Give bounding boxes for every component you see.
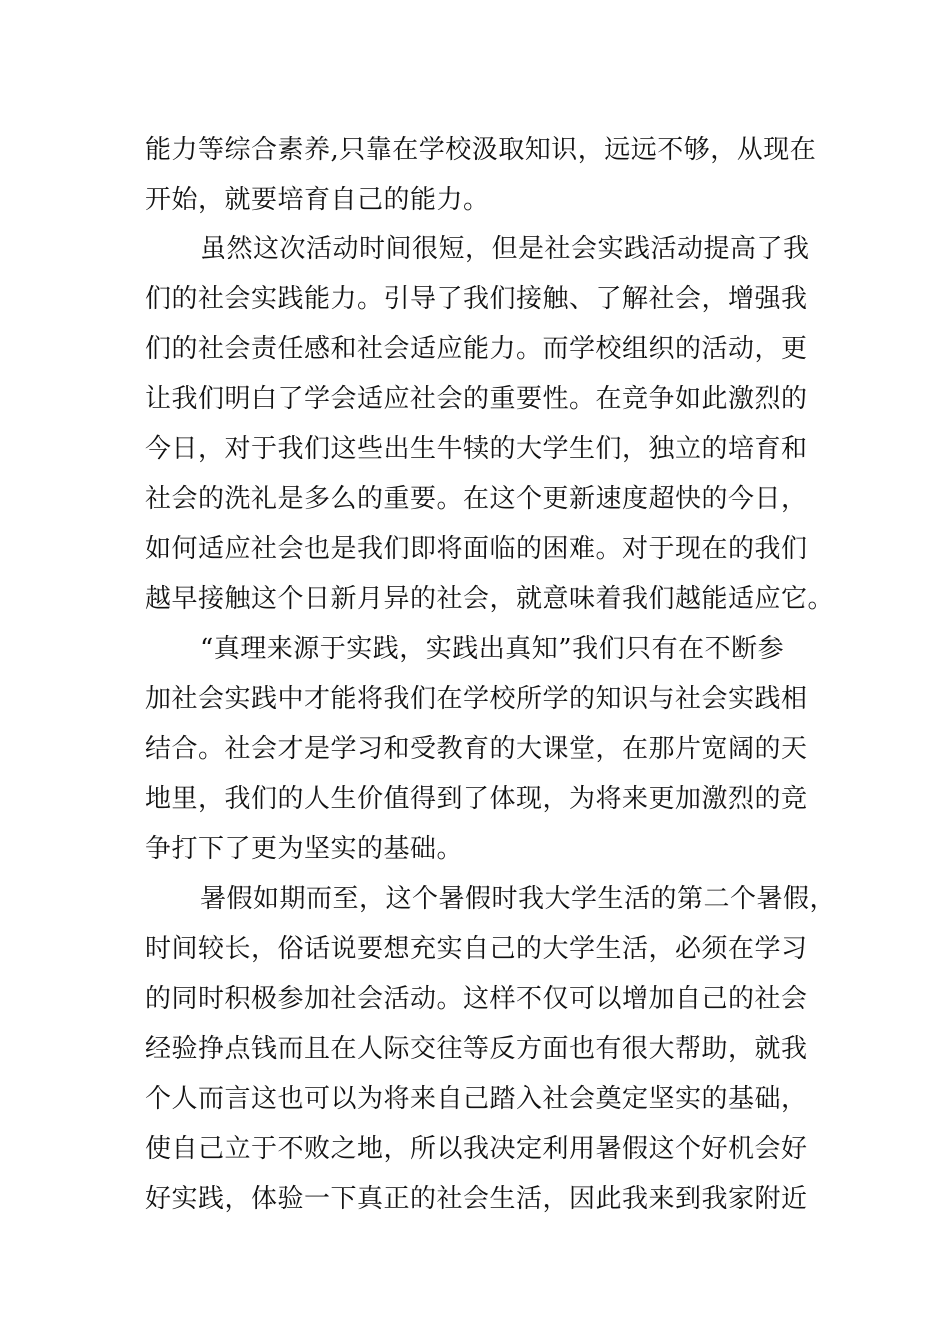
text-line: 加社会实践中才能将我们在学校所学的知识与社会实践相 [145, 684, 808, 714]
text-line: 好实践，体验一下真正的社会生活，因此我来到我家附近 [145, 1184, 808, 1214]
text-line: 社会的洗礼是多么的重要。在这个更新速度超快的今日， [145, 484, 808, 514]
text-line: 使自己立于不败之地，所以我决定利用暑假这个好机会好 [145, 1134, 808, 1164]
text-line: 个人而言这也可以为将来自己踏入社会奠定坚实的基础， [145, 1084, 808, 1114]
text-line: 今日，对于我们这些出生牛犊的大学生们，独立的培育和 [145, 434, 808, 464]
paragraph-start-line: 暑假如期而至，这个暑假时我大学生活的第二个暑假， [200, 884, 837, 914]
text-line: 争打下了更为坚实的基础。 [145, 834, 464, 864]
paragraph-start-line: “真理来源于实践，实践出真知”我们只有在不断参 [200, 634, 785, 664]
paragraph-start-line: 虽然这次活动时间很短，但是社会实践活动提高了我 [200, 234, 810, 264]
text-line: 如何适应社会也是我们即将面临的困难。对于现在的我们 [145, 534, 808, 564]
text-line: 们的社会实践能力。引导了我们接触、了解社会，增强我 [145, 284, 808, 314]
text-line: 越早接触这个日新月异的社会，就意味着我们越能适应它。 [145, 584, 835, 614]
text-line: 开始，就要培育自己的能力。 [145, 185, 490, 215]
text-line: 地里，我们的人生价值得到了体现，为将来更加激烈的竞 [145, 784, 808, 814]
text-line: 经验挣点钱而且在人际交往等反方面也有很大帮助，就我 [145, 1034, 808, 1064]
text-line: 们的社会责任感和社会适应能力。而学校组织的活动，更 [145, 334, 808, 364]
text-line: 能力等综合素养,只靠在学校汲取知识，远远不够，从现在 [145, 135, 817, 165]
text-line: 时间较长，俗话说要想充实自己的大学生活，必须在学习 [145, 934, 808, 964]
text-line: 的同时积极参加社会活动。这样不仅可以增加自己的社会 [145, 984, 808, 1014]
text-line: 让我们明白了学会适应社会的重要性。在竞争如此激烈的 [145, 384, 808, 414]
text-line: 结合。社会才是学习和受教育的大课堂，在那片宽阔的天 [145, 734, 808, 764]
